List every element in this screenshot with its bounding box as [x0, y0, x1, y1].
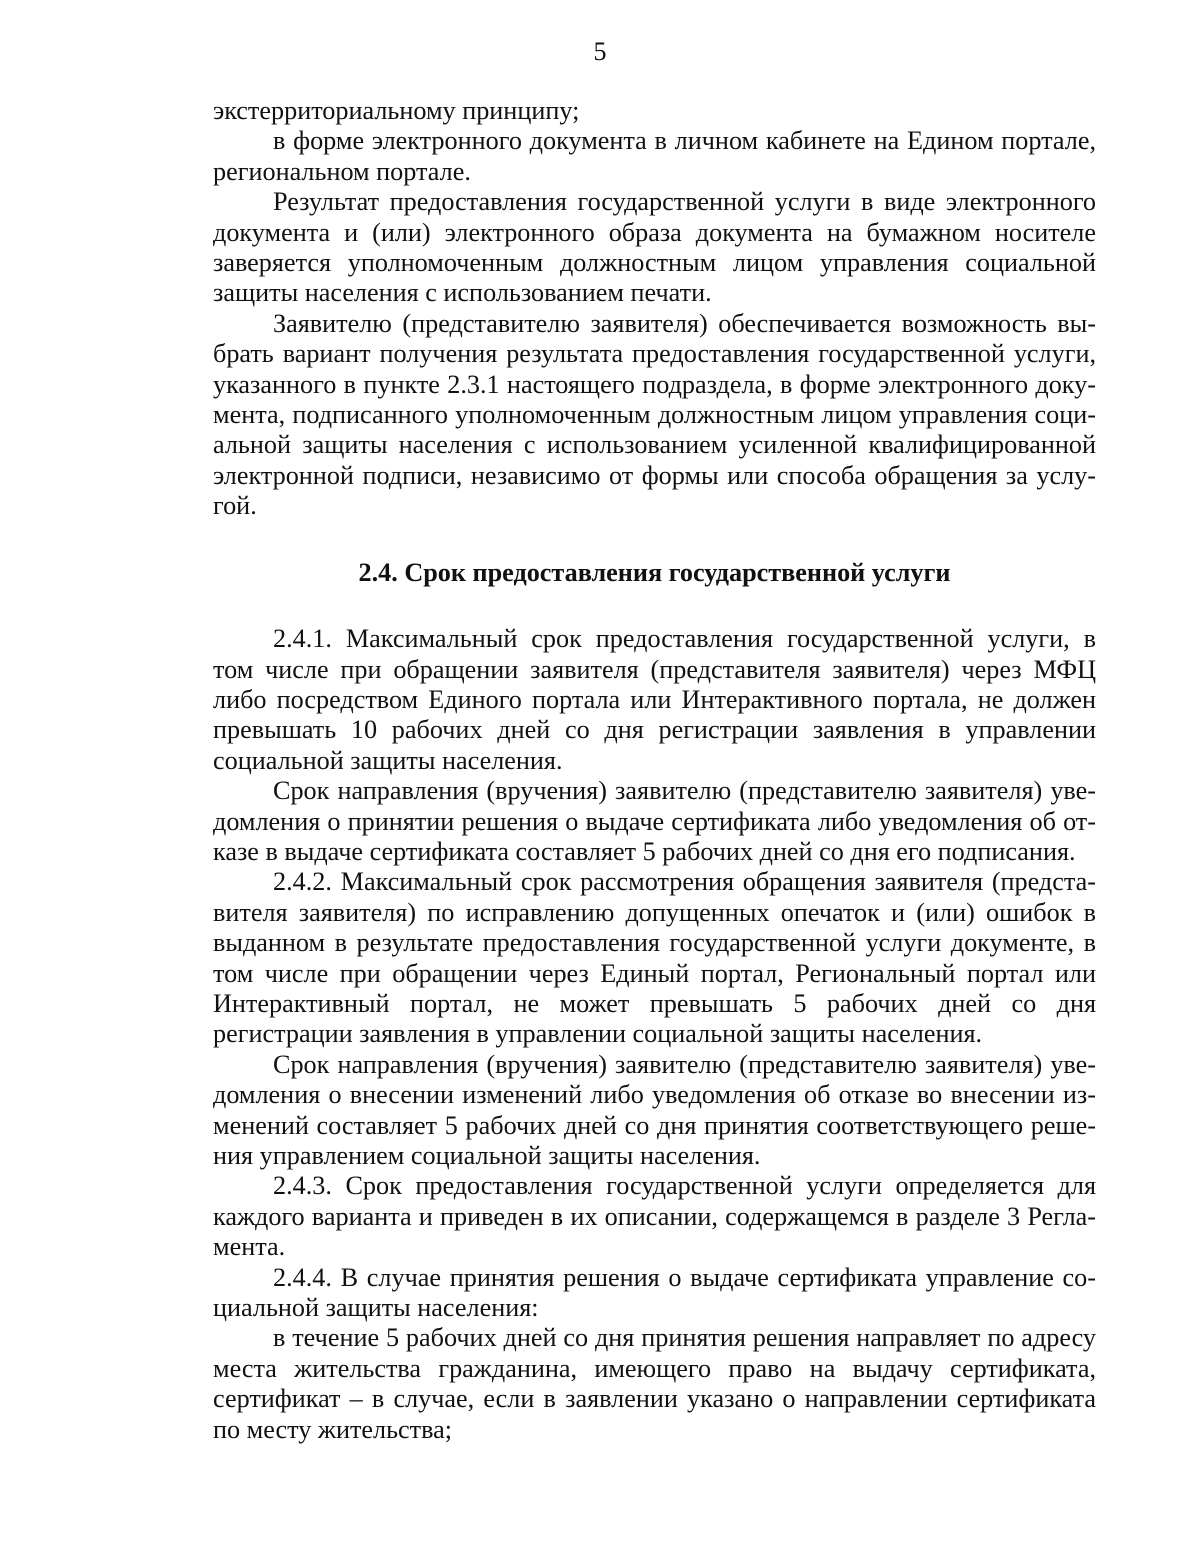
paragraph: в форме электронного документа в личном кабинете на Едином портале, региональном портале. — [213, 126, 1096, 186]
paragraph: 2.4.3. Срок предоставления государственной услуги определяется для каждого варианта и приведен в их описании, содержащемся в разделе 3 Регламента. — [213, 1171, 1096, 1262]
page-number: 5 — [593, 37, 607, 66]
paragraph: экстерриториальному принципу; — [213, 96, 580, 125]
paragraph: 2.4.4. В случае принятия решения о выдаче сертификата управление социальной защиты населения: — [213, 1262, 1096, 1323]
paragraph: 2.4.2. Максимальный срок рассмотрения обращения заявителя (представителя заявителя) по исправлению допущенных опечаток и (или) ошибок в выданном в результате предоставления государственной услуги документе, в том числе при обращении через Единый портал, Региональный портал или Интерактивный портал, не может превышать 5 рабочих дней со дня регистрации заявления в управлении социальной защиты населения. — [213, 867, 1096, 1049]
paragraph: в течение 5 рабочих дней со дня принятия решения направляет по адресу места жительства гражданина, имеющего право на выдачу сертификата, сертификат – в случае, если в заявлении указано о направлении сертификата по месту жительства; — [213, 1323, 1096, 1444]
paragraph: Заявителю (представителю заявителя) обеспечивается возможность выбрать вариант получения результата предоставления государственной услуги, указанного в пункте 2.3.1 настоящего подраздела, в форме электронного документа, подписанного уполномоченным должностным лицом управления социальной защиты населения с использованием усиленной квалифицированной электронной подписи, независимо от формы или способа обращения за услугой. — [213, 308, 1096, 521]
document-body — [213, 96, 1096, 1445]
paragraph: Срок направления (вручения) заявителю (представителю заявителя) уведомления о принятии решения о выдаче сертификата либо уведомления об отказе в выдаче сертификата составляет 5 рабочих дней со дня его подписания. — [213, 776, 1096, 866]
paragraph: Результат предоставления государственной услуги в виде электронного документа и (или) электронного образа документа на бумажном носителе заверяется уполномоченным должностным лицом управления социальной защиты населения с использованием печати. — [213, 187, 1096, 308]
paragraph: 2.4.1. Максимальный срок предоставления государственной услуги, в том числе при обращении заявителя (представителя заявителя) через МФЦ либо посредством Единого портала или Интерактивного портала, не должен превышать 10 рабочих дней со дня регистрации заявления в управлении социальной защиты населения. — [213, 624, 1096, 775]
section-heading: 2.4. Срок предоставления государственной услуги — [358, 557, 951, 587]
paragraph: Срок направления (вручения) заявителю (представителю заявителя) уведомления о внесении изменений либо уведомления об отказе во внесении изменений составляет 5 рабочих дней со дня принятия соответствующего решения управлением социальной защиты населения. — [213, 1049, 1096, 1170]
